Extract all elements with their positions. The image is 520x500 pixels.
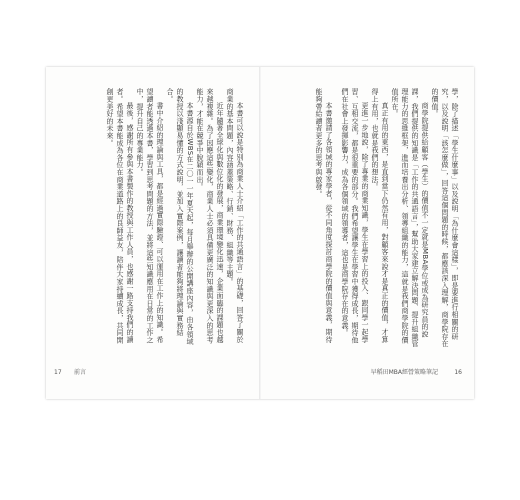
paragraph: 更進一步地說，除了專業的商業知識，學生在學習上的投入、跟同學一起學習、互相交流，都是很重要的部分。我們希望讓學生在學習中獲得成長，期待他們在社會上發揮影響力，成為各個領域的領導者，這也是商學院存在的意義。 bbox=[341, 88, 369, 344]
paragraph: 近年隨著全球化與數位化的發展，商業環境變化迅速，企業面臨的課題也越來越複雜。為了因應這些變化，商業人士必須具備更廣泛的知識與更深入的思考能力，才能在競爭中脫穎而出。 bbox=[196, 88, 224, 344]
running-head: 早稻田MBA經營策略筆記 bbox=[370, 369, 438, 376]
book-spread bbox=[46, 67, 474, 399]
paragraph: 本書邀請了各領域的專家學者，從不同角度探討商學院的價值與意義，期待能夠帶給讀者更多的思考與啟發。 bbox=[315, 88, 333, 343]
paragraph: 商學院提供給顧客（學生）的價值不一定就是MBA學位或成為研究員的說課，我們提供的知識是「工作的共通語言」，幫助大家建立解決問題、提升組織管理能力的思維框架，進而培養出分析、領導組織的能力，這就是我們商學院的價值所在。 bbox=[391, 88, 429, 348]
paragraph: 本書源自於WBS在二〇一一年夏天起，每月舉辦的公開講座內容，由各領域的教授以淺顯易懂的方式說明，並加入實際案例，讓讀者能夠將理論與實務結合。 bbox=[166, 88, 194, 346]
paragraph: 真正有用的東西，是直到當下仍然有用，對顧客來說才是真正的價值，才算得上有用，也就是我們的想法。 bbox=[371, 88, 389, 343]
left-page bbox=[46, 67, 259, 399]
page-number: 17 bbox=[54, 369, 62, 376]
paragraph: 書中介紹的理論與工具，都是經過實際驗證、可以運用在工作上的知識。希望讀者能透過本書，學習到思考問題的方法，並將這些知識應用在日常的工作之中，提升自己的專業能力。 bbox=[136, 88, 164, 344]
right-page bbox=[261, 67, 474, 399]
paragraph: 本書可以說是特別為商業人士介紹「工作的共通語言」的基礎，回答了關於商業的基本問題，內容涵蓋策略、行銷、財務、組織等主題。 bbox=[226, 88, 244, 343]
paragraph: 最後，感謝所有參與本書製作的教授與工作人員，也感謝一路支持我們的讀者。希望本書能成為各位在商業道路上的良師益友，陪伴大家持續成長，共同開創更美好的未來。 bbox=[106, 88, 134, 344]
paragraph: 學，除了描述「學生什麼事」以及說明「為什麼會這樣」，即是要進行相關的研究，以及說明「該怎麼做」，回答這個問題的時候，都應該深入理解，商學院存在的價值。 bbox=[431, 88, 459, 348]
running-head: 前言 bbox=[74, 369, 87, 376]
left-page-text bbox=[50, 88, 245, 348]
page-number: 16 bbox=[454, 369, 462, 376]
right-page-text bbox=[265, 88, 460, 348]
